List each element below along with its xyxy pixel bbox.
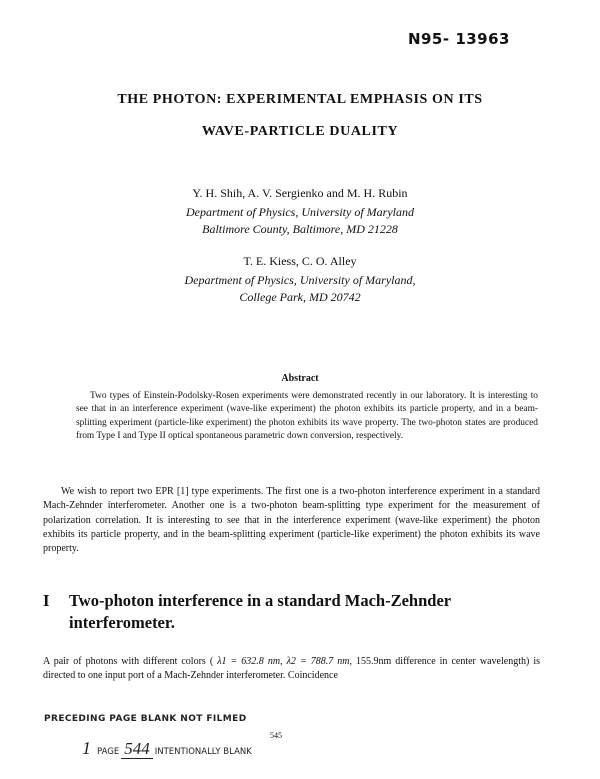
- intro-paragraph: We wish to report two EPR [1] type experiments. The first one is a two-photon interference experiment in a standard Mach-Zehnder interferometer. Another one is a two-photon beam-splitting type experiment for the measurement of polarization correlation. It is interesting to see that in the interference experiment (wave-like experiment) the photon exhibits its particle property, and in the beam-splitting experiment (particle-like experiment) the photon exhibits its wave property.: [43, 486, 540, 555]
- authors-group-1: Y. H. Shih, A. V. Sergienko and M. H. Rubin: [192, 186, 408, 200]
- stamp-page-label: PAGE: [97, 747, 120, 757]
- handwritten-page-number: 544: [121, 739, 153, 759]
- intentionally-blank-stamp: [82, 738, 252, 759]
- section-number: I: [43, 591, 50, 610]
- lambda-1-value: λ1 = 632.8 nm: [217, 656, 281, 667]
- handwritten-mark: 1: [82, 738, 91, 758]
- abstract-body: Two types of Einstein-Podolsky-Rosen experiments were demonstrated recently in our laboratory. It is interesting to see that in an interference experiment (wave-like experiment) the photon exhibits its particle property, and in a beam-splitting experiment (particle-like experiment) the photon exhibits its wave property. The two-photon states are produced from Type I and Type II optical spontaneous parametric down conversion, respectively.: [76, 391, 538, 441]
- lambda-separator: ,: [280, 656, 287, 667]
- abstract-heading: Abstract: [281, 373, 319, 384]
- paper-title-line-1: THE PHOTON: EXPERIMENTAL EMPHASIS ON ITS: [117, 92, 483, 107]
- section-heading: [43, 590, 553, 634]
- affiliation-2-line-1: Department of Physics, University of Maryland,: [184, 273, 416, 287]
- report-number: N95- 13963: [407, 30, 510, 48]
- paper-title-line-2: WAVE-PARTICLE DUALITY: [201, 124, 399, 139]
- section-body-rest: , 155.9nm difference in center wavelength) is directed to one input port of a Mach-Zehnder interferometer. Coincidence: [43, 656, 541, 682]
- affiliation-1-line-1: Department of Physics, University of Maryland: [186, 205, 414, 219]
- affiliation-2-line-2: College Park, MD 20742: [239, 290, 361, 304]
- affiliation-1-line-2: Baltimore County, Baltimore, MD 21228: [202, 222, 398, 236]
- lambda-2-value: λ2 = 788.7 nm: [286, 656, 350, 667]
- page-number: 545: [270, 731, 282, 740]
- stamp-intentionally-label: INTENTIONALLY BLANK: [154, 747, 252, 757]
- section-paragraph: [43, 655, 540, 684]
- authors-group-2: T. E. Kiess, C. O. Alley: [243, 254, 357, 268]
- section-title: Two-photon interference in a standard Mach-Zehnder interferometer.: [69, 591, 451, 632]
- preceding-page-stamp: PRECEDING PAGE BLANK NOT FILMED: [44, 714, 247, 724]
- section-body-start: A pair of photons with different colors (: [43, 656, 218, 667]
